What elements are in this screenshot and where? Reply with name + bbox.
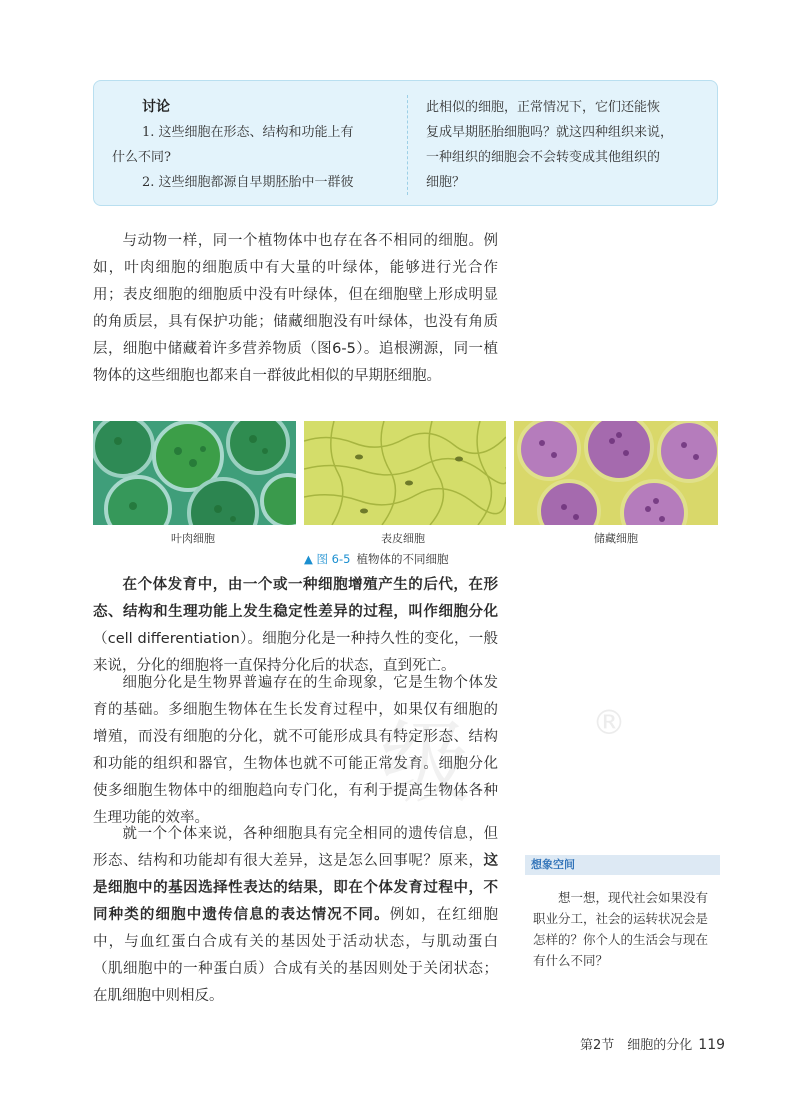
figure-number: 图 6-5 — [316, 552, 351, 566]
discussion-question-2: 2. 这些细胞都源自早期胚胎中一群彼 — [142, 175, 354, 190]
paragraph-1-text: 与动物一样，同一个植物体中也存在各不相同的细胞。例如，叶肉细胞的细胞质中有大量的叶绿体，能够进行光合作用；表皮细胞的细胞质中没有叶绿体，但在细胞壁上形成明显的角质层，具有保护功能；储藏细胞没有叶绿体，也没有角质层，细胞中储藏着许多营养物质（图6-5）。追根溯源，同一植物体的这些细胞也都来自一群彼此相似的早期胚细胞。 — [93, 233, 498, 384]
caption-epidermal: 表皮细胞 — [381, 532, 425, 545]
imagination-sidebar — [525, 855, 720, 970]
footer-section: 第2节 细胞的分化 — [580, 1038, 693, 1053]
discussion-line: 复成早期胚胎细胞吗？就这四种组织来说， — [426, 125, 674, 140]
figure-title-text: 植物体的不同细胞 — [356, 552, 449, 566]
watermark: 级 — [380, 711, 470, 816]
figure-6-5 — [93, 421, 718, 573]
paragraph-gene-expression — [93, 821, 498, 1010]
definition-rest-text: （cell differentiation）。细胞分化是一种持久性的变化，一般来说，分化的细胞将一直保持分化后的状态，直到死亡。 — [93, 631, 498, 674]
paragraph-4-bold: 这是细胞中的基因选择性表达的结果，即在个体发育过程中，不同种类的细胞中遗传信息的表达情况不同。 — [93, 853, 498, 923]
caption-storage: 储藏细胞 — [594, 532, 638, 545]
caption-mesophyll: 叶肉细胞 — [171, 532, 215, 545]
discussion-title: 讨论 — [142, 99, 170, 115]
paragraph-4-end: 例如，在红细胞中，与血红蛋白合成有关的基因处于活动状态，与肌动蛋白（肌细胞中的一种蛋白质）合成有关的基因则处于关闭状态；在肌细胞中则相反。 — [93, 907, 499, 1004]
discussion-line: 一种组织的细胞会不会转变成其他组织的 — [426, 150, 661, 165]
discussion-divider — [407, 95, 408, 195]
paragraph-plant-cells — [93, 228, 498, 390]
sidebar-text — [525, 887, 720, 971]
discussion-left-column — [112, 95, 392, 195]
triangle-icon: ▲ — [304, 552, 317, 566]
discussion-box — [93, 80, 718, 206]
discussion-question-1-cont: 什么不同? — [112, 150, 171, 165]
discussion-line: 此相似的细胞，正常情况下，它们还能恢 — [426, 100, 661, 115]
discussion-line: 细胞？ — [426, 175, 466, 190]
page-number: 119 — [698, 1037, 726, 1053]
paragraph-life-phenomenon — [93, 670, 498, 832]
paragraph-cell-differentiation — [93, 572, 498, 680]
discussion-right-column — [426, 95, 701, 195]
paragraph-4-start: 就一个个体来说，各种细胞具有完全相同的遗传信息，但形态、结构和功能却有很大差异，这是怎么回事呢？原来， — [93, 826, 498, 869]
page-footer — [580, 1034, 725, 1053]
storage-cell-photo — [514, 421, 718, 525]
figure-title — [304, 551, 448, 567]
registered-mark: ® — [592, 703, 626, 743]
discussion-question-1: 1. 这些细胞在形态、结构和功能上有 — [142, 125, 354, 140]
paragraph-3-text: 细胞分化是生物界普遍存在的生命现象，它是生物个体发育的基础。多细胞生物体在生长发育过程中，如果仅有细胞的增殖，而没有细胞的分化，就不可能形成具有特定形态、结构和功能的组织和器官，生物体也就不可能正常发育。细胞分化使多细胞生物体中的细胞趋向专门化，有利于提高生物体各种生理功能的效率。 — [93, 675, 498, 826]
mesophyll-cell-photo — [93, 421, 296, 525]
sidebar-text-content: 想一想，现代社会如果没有职业分工，社会的运转状况会是怎样的？你个人的生活会与现在有什么不同？ — [533, 890, 709, 968]
definition-bold-text: 在个体发育中，由一个或一种细胞增殖产生的后代，在形态、结构和生理功能上发生稳定性差异的过程，叫作细胞分化 — [93, 577, 498, 620]
epidermal-cell-photo — [304, 421, 506, 525]
sidebar-tag: 想象空间 — [525, 855, 720, 875]
